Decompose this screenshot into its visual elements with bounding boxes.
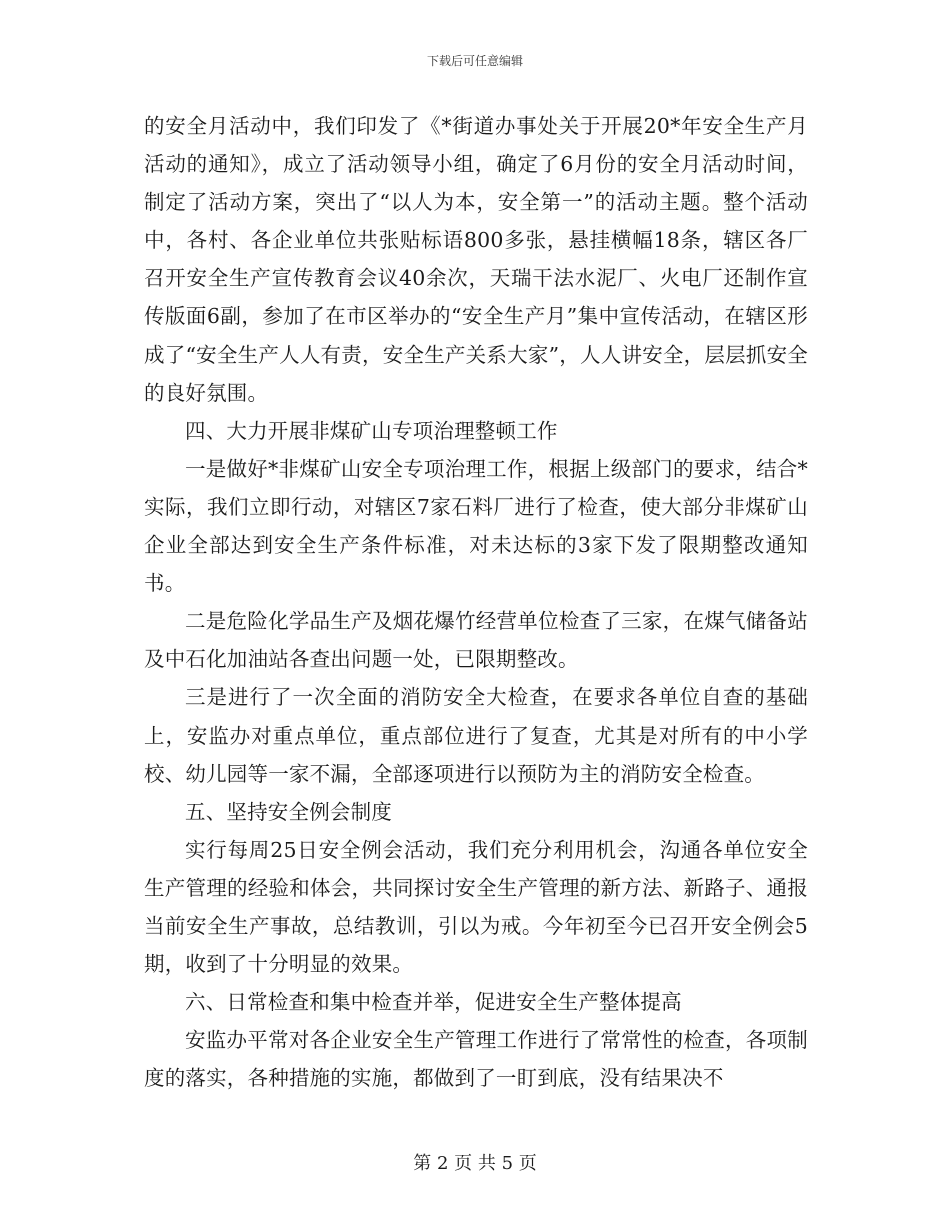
heading-section-four: 四、大力开展非煤矿山专项治理整顿工作 xyxy=(185,418,558,443)
paragraph-safety-month: 的安全月活动中，我们印发了《*街道办事处关于开展20*年安全生产月活动的通知》，成立了活动领导小组，确定了6月份的安全月活动时间，制定了活动方案，突出了“以人为本，安全第一”的活动主题。整个活动中，各村、各企业单位共张贴标语800多张，悬挂横幅18条，辖区各厂召开安全生产宣传教育会议40余次，天瑞干法水泥厂、火电厂还制作宣传版面6副，参加了在市区举办的“安全生产月”集中宣传活动，在辖区形成了“安全生产人人有责，安全生产关系大家”，人人讲安全，层层抓安全的良好氛围。 xyxy=(144,114,808,405)
heading-section-five: 五、坚持安全例会制度 xyxy=(185,799,392,824)
paragraph-routine-inspection: 安监办平常对各企业安全生产管理工作进行了常常性的检查，各项制度的落实，各种措施的实施，都做到了一盯到底，没有结果决不 xyxy=(144,1028,808,1091)
document-body xyxy=(144,107,808,1097)
paragraph-weekly-meeting: 实行每周25日安全例会活动，我们充分利用机会，沟通各单位安全生产管理的经验和体会，共同探讨安全生产管理的新方法、新路子、通报当前安全生产事故，总结教训，引以为戒。今年初至今已召开安全例会5期，收到了十分明显的效果。 xyxy=(144,837,808,977)
paragraph-mine-inspection: 一是做好*非煤矿山安全专项治理工作，根据上级部门的要求，结合*实际，我们立即行动，对辖区7家石料厂进行了检查，使大部分非煤矿山企业全部达到安全生产条件标准，对未达标的3家下发了限期整改通知书。 xyxy=(144,456,808,596)
page-header: 下载后可任意编辑 xyxy=(426,54,523,68)
heading-section-six: 六、日常检查和集中检查并举，促进安全生产整体提高 xyxy=(185,990,682,1015)
paragraph-fire-safety: 三是进行了一次全面的消防安全大检查，在要求各单位自查的基础上，安监办对重点单位，重点部位进行了复查，尤其是对所有的中小学校、幼儿园等一家不漏，全部逐项进行以预防为主的消防安全检查。 xyxy=(144,685,808,786)
page-number: 第 2 页 共 5 页 xyxy=(413,1153,537,1174)
paragraph-hazardous-chemicals: 二是危险化学品生产及烟花爆竹经营单位检查了三家，在煤气储备站及中石化加油站各查出问题一处，已限期整改。 xyxy=(144,609,808,672)
